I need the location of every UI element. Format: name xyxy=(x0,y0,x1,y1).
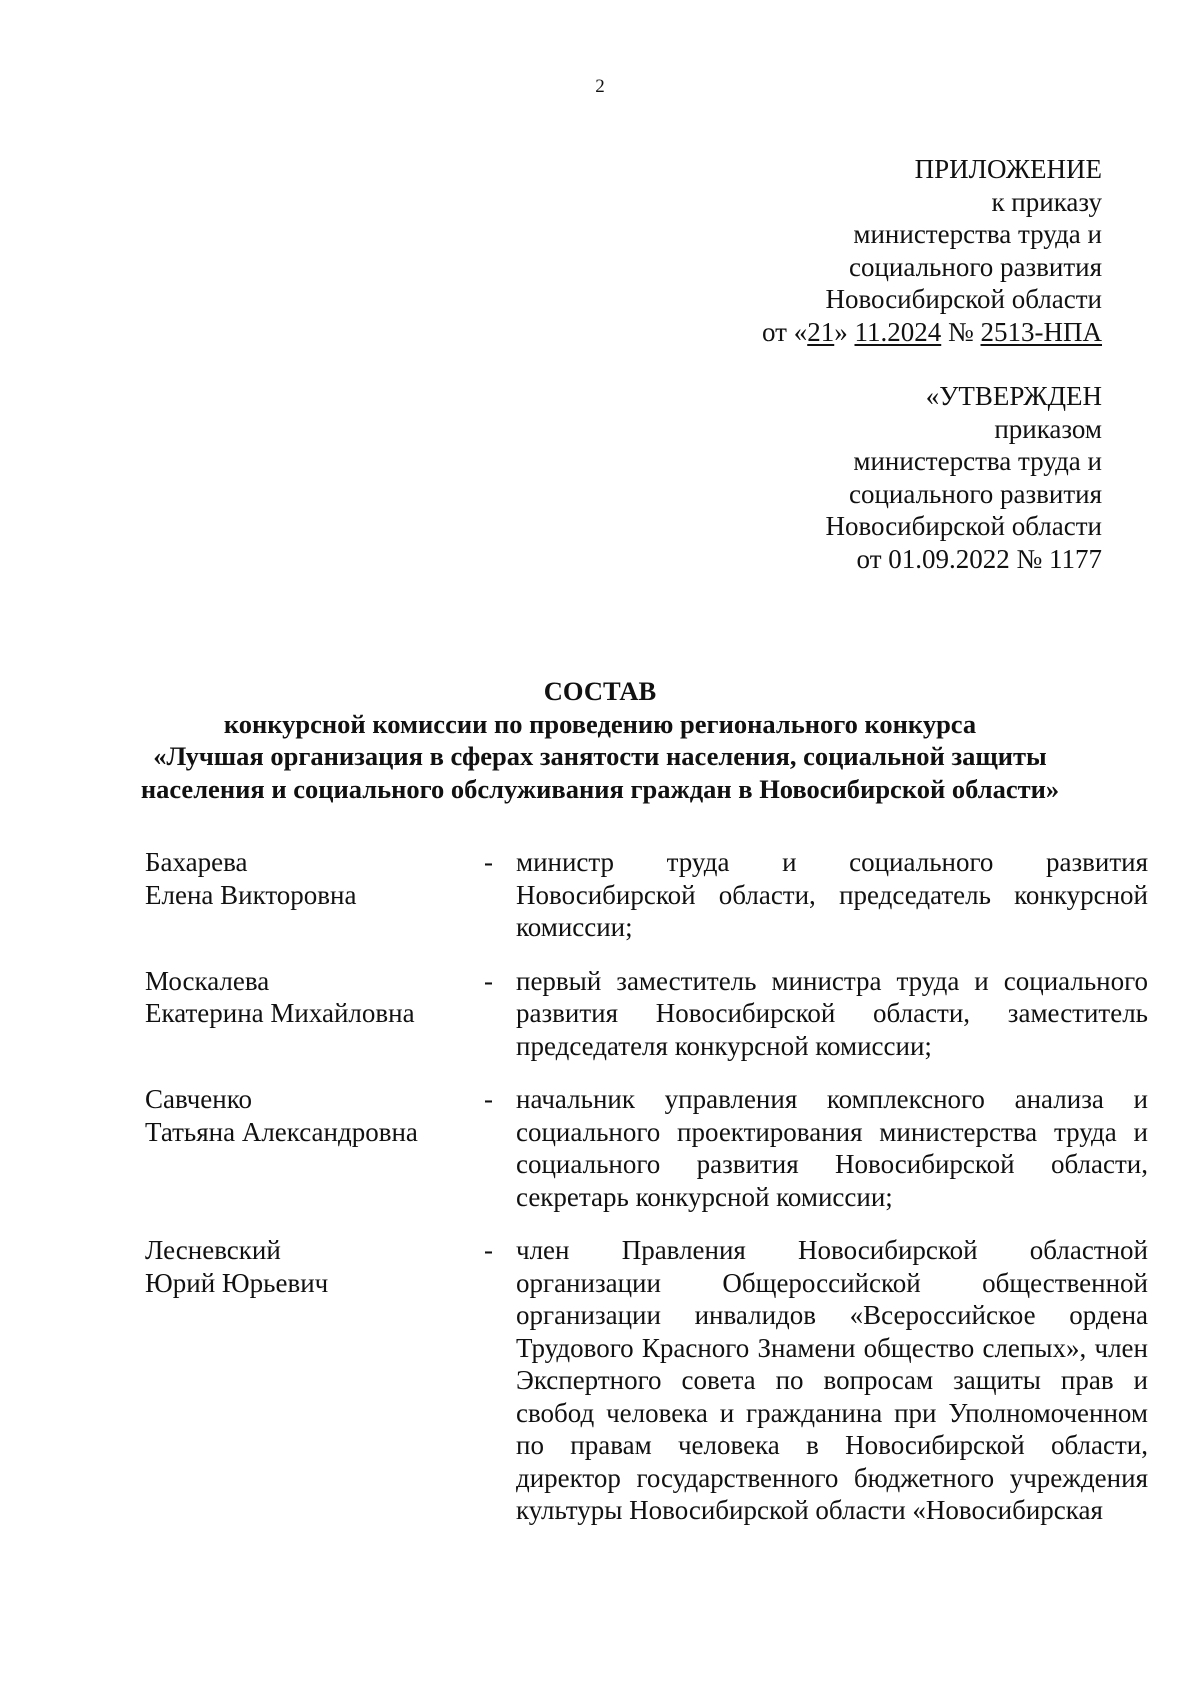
member-given-name: Юрий Юрьевич xyxy=(145,1267,329,1298)
approved-line: от 01.09.2022 № 1177 xyxy=(856,543,1102,574)
member-name xyxy=(145,1234,465,1299)
member-entry xyxy=(0,846,1200,944)
member-given-name: Елена Викторовна xyxy=(145,879,357,910)
member-entry xyxy=(0,1234,1200,1527)
member-dash: - xyxy=(484,1235,493,1265)
approved-line: социального развития xyxy=(848,478,1102,509)
page-number: 2 xyxy=(595,76,605,97)
heading-line: населения и социального обслуживания граждан в Новосибирской области» xyxy=(140,773,1060,804)
member-name xyxy=(145,965,465,1030)
member-surname: Лесневский xyxy=(145,1235,281,1265)
heading-line: конкурсной комиссии по проведению регионального конкурса xyxy=(223,708,977,739)
appendix-line: министерства труда и xyxy=(853,219,1102,249)
member-entry xyxy=(0,965,1200,1063)
appendix-title: ПРИЛОЖЕНИЕ xyxy=(914,154,1102,184)
member-role: первый заместитель министра труда и социального развития Новосибирской области, заместитель председателя конкурсной комиссии; xyxy=(516,965,1148,1061)
member-name xyxy=(145,1083,465,1148)
heading-title: СОСТАВ xyxy=(543,676,657,706)
member-role: начальник управления комплексного анализа и социального проектирования министерства труда и социального развития Новосибирской области, секретарь конкурсной комиссии; xyxy=(516,1084,1148,1212)
approved-header xyxy=(825,380,1102,575)
member-dash: - xyxy=(484,1084,493,1114)
member-entry xyxy=(0,1083,1200,1213)
order-number: 2513-НПА xyxy=(980,316,1102,347)
member-role: член Правления Новосибирской областной организации Общероссийской общественной организации инвалидов «Всероссийское ордена Трудового Красного Знамени общество слепых», член Экспертного совета по вопросам защиты прав и свобод человека и гражданина при Уполномоченном по правам человека в Новосибирской области, директор государственного бюджетного учреждения культуры Новосибирской области «Новосибирская xyxy=(516,1235,1148,1525)
member-dash: - xyxy=(484,965,493,996)
commission-members-list xyxy=(0,846,1200,1548)
date-prefix: от « xyxy=(762,316,808,347)
member-given-name: Татьяна Александровна xyxy=(145,1116,418,1147)
member-surname: Москалева xyxy=(145,965,270,996)
appendix-line: к приказу xyxy=(991,186,1102,217)
appendix-order-date xyxy=(762,316,1102,349)
member-role: министр труда и социального развития Новосибирской области, председатель конкурсной комиссии; xyxy=(516,847,1148,942)
document-heading xyxy=(0,675,1200,805)
appendix-line: Новосибирской области xyxy=(825,284,1102,314)
member-surname: Бахарева xyxy=(145,847,248,877)
member-given-name: Екатерина Михайловна xyxy=(145,998,415,1028)
order-month-year: 11.2024 xyxy=(854,316,942,347)
number-sign: № xyxy=(941,316,981,347)
appendix-line: социального развития xyxy=(848,251,1102,282)
approved-line: министерства труда и xyxy=(853,446,1102,476)
approved-line: приказом xyxy=(994,413,1102,444)
heading-line: «Лучшая организация в сферах занятости населения, социальной защиты xyxy=(153,741,1047,771)
approved-title: «УТВЕРЖДЕН xyxy=(925,381,1102,411)
approved-line: Новосибирской области xyxy=(825,511,1102,541)
date-mid: » xyxy=(834,316,855,347)
member-name xyxy=(145,846,465,911)
member-dash: - xyxy=(484,847,493,877)
order-day: 21 xyxy=(807,316,835,347)
appendix-header xyxy=(762,153,1102,348)
member-surname: Савченко xyxy=(145,1084,252,1114)
